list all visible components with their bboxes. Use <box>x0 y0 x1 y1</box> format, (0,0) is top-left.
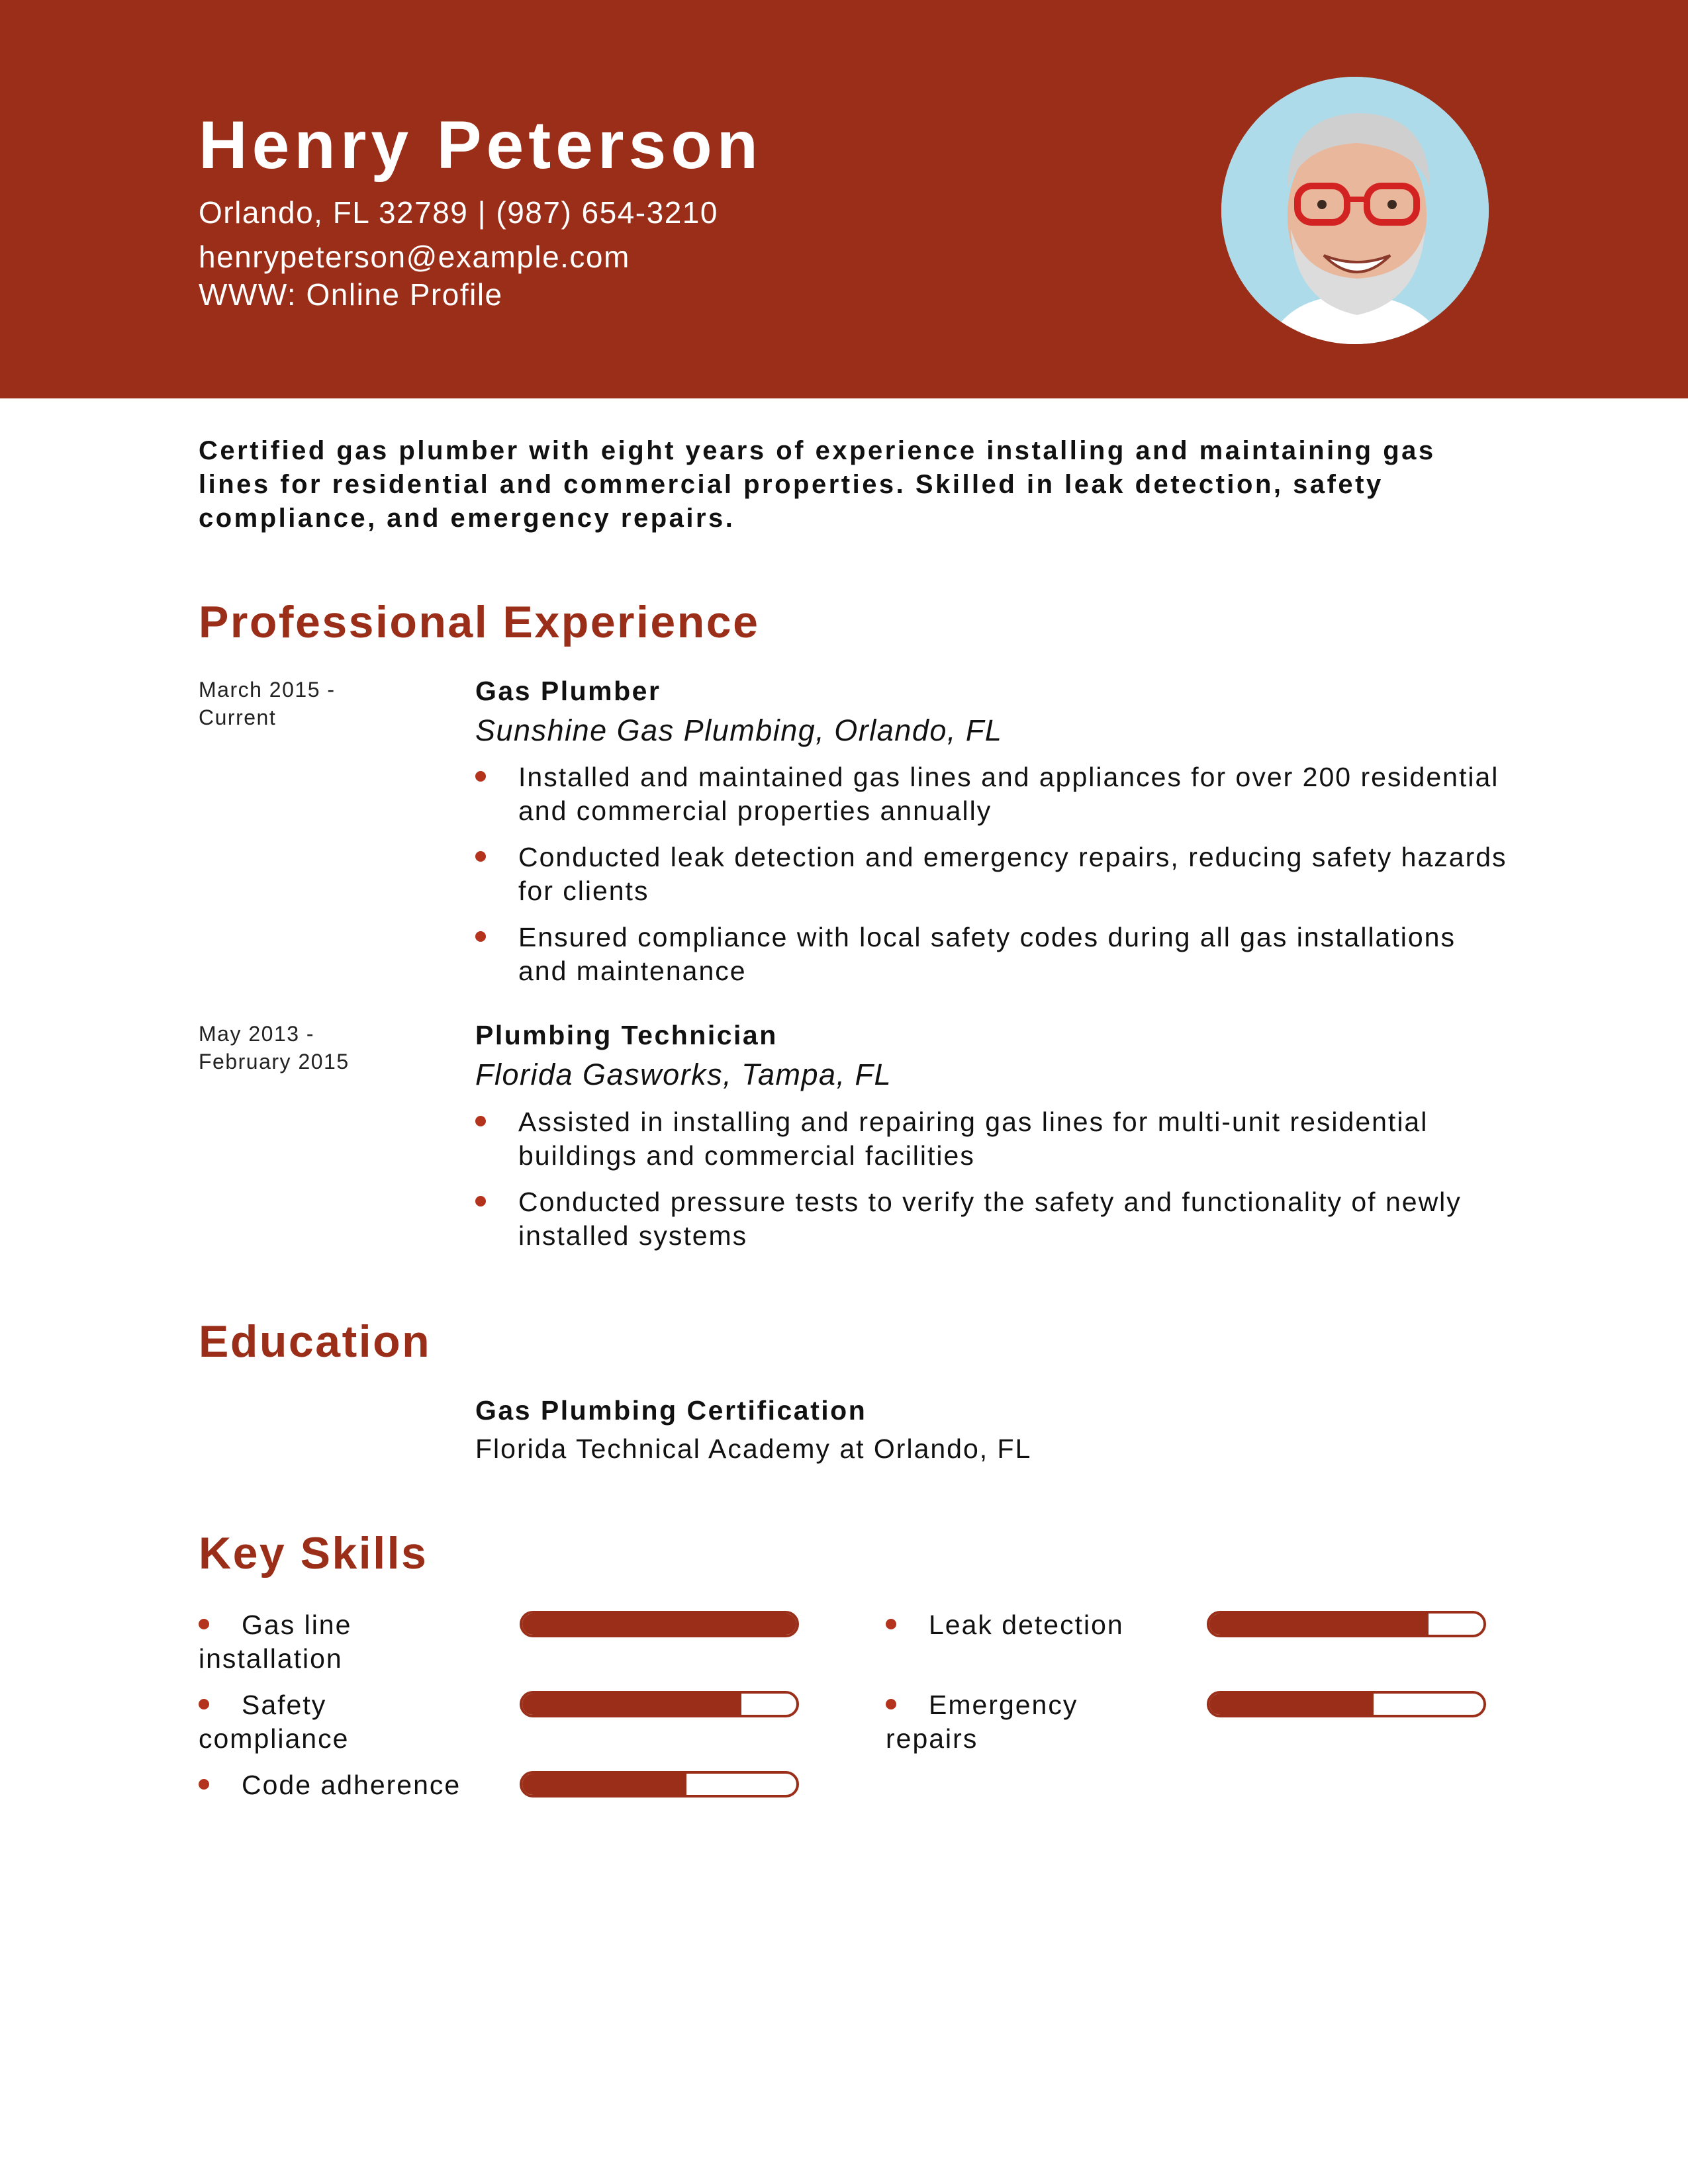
bullet-dot-icon <box>475 771 486 782</box>
job-2-company: Florida Gasworks, Tampa, FL <box>475 1058 892 1091</box>
job-2-bullet-2: Conducted pressure tests to verify the safety and functionality of newly installed systems <box>475 1185 1508 1253</box>
education-heading: Education <box>199 1316 432 1367</box>
job-1-bullet-2: Conducted leak detection and emergency repairs, reducing safety hazards for clients <box>475 841 1508 908</box>
job-1-title: Gas Plumber <box>475 676 661 706</box>
skill-level-bar <box>1207 1691 1486 1717</box>
bullet-dot-icon <box>475 1116 486 1126</box>
skill-label: Emergency repairs <box>886 1690 1078 1754</box>
bullet-dot-icon <box>199 1779 209 1790</box>
experience-heading: Professional Experience <box>199 597 760 647</box>
skill-label: Leak detection <box>886 1608 1170 1642</box>
bullet-dot-icon <box>475 1196 486 1206</box>
bullet-dot-icon <box>475 931 486 942</box>
job-2-title: Plumbing Technician <box>475 1020 778 1050</box>
profile-photo <box>1221 77 1489 344</box>
job-2-bullets <box>475 1105 1508 1265</box>
job-1-date: March 2015 - Current <box>199 678 336 729</box>
candidate-name: Henry Peterson <box>199 107 763 183</box>
skill-level-fill <box>522 1614 796 1635</box>
job-1-company: Sunshine Gas Plumbing, Orlando, FL <box>475 713 1003 747</box>
job-1-bullet-1: Installed and maintained gas lines and appliances for over 200 residential and commercial properties annually <box>475 760 1508 828</box>
profile-photo-illustration <box>1221 77 1489 344</box>
education-degree: Gas Plumbing Certification <box>475 1395 867 1426</box>
job-1-bullet-3: Ensured compliance with local safety codes during all gas installations and maintenance <box>475 921 1508 988</box>
bullet-dot-icon <box>199 1699 209 1709</box>
education-school: Florida Technical Academy at Orlando, FL <box>475 1433 1032 1464</box>
website-link[interactable]: WWW: Online Profile <box>199 277 503 312</box>
job-1-bullets <box>475 760 1508 1001</box>
bullet-dot-icon <box>886 1699 896 1709</box>
skill-level-fill <box>1209 1694 1374 1715</box>
job-2-date: May 2013 - February 2015 <box>199 1022 350 1073</box>
skills-heading: Key Skills <box>199 1528 428 1578</box>
job-2-bullet-1: Assisted in installing and repairing gas lines for multi-unit residential buildings and commercial facilities <box>475 1105 1508 1173</box>
skill-level-fill <box>522 1774 686 1795</box>
professional-summary: Certified gas plumber with eight years of experience installing and maintaining gas lines for residential and commercial properties. Skilled in leak detection, safety compliance, and emergency repairs. <box>199 436 1436 533</box>
skill-label: Safety compliance <box>199 1690 350 1754</box>
skill-level-bar <box>520 1771 799 1797</box>
email-link[interactable]: henrypeterson@example.com <box>199 240 630 274</box>
skill-level-fill <box>522 1694 741 1715</box>
header-banner <box>0 0 1688 398</box>
skill-level-bar <box>520 1611 799 1637</box>
bullet-dot-icon <box>199 1619 209 1629</box>
skill-level-bar <box>520 1691 799 1717</box>
location-phone: Orlando, FL 32789 | (987) 654-3210 <box>199 195 718 230</box>
bullet-dot-icon <box>886 1619 896 1629</box>
skill-level-bar <box>1207 1611 1486 1637</box>
skill-label: Code adherence <box>199 1768 483 1802</box>
skill-level-fill <box>1209 1614 1429 1635</box>
bullet-dot-icon <box>475 851 486 862</box>
skill-label: Gas line installation <box>199 1610 352 1674</box>
